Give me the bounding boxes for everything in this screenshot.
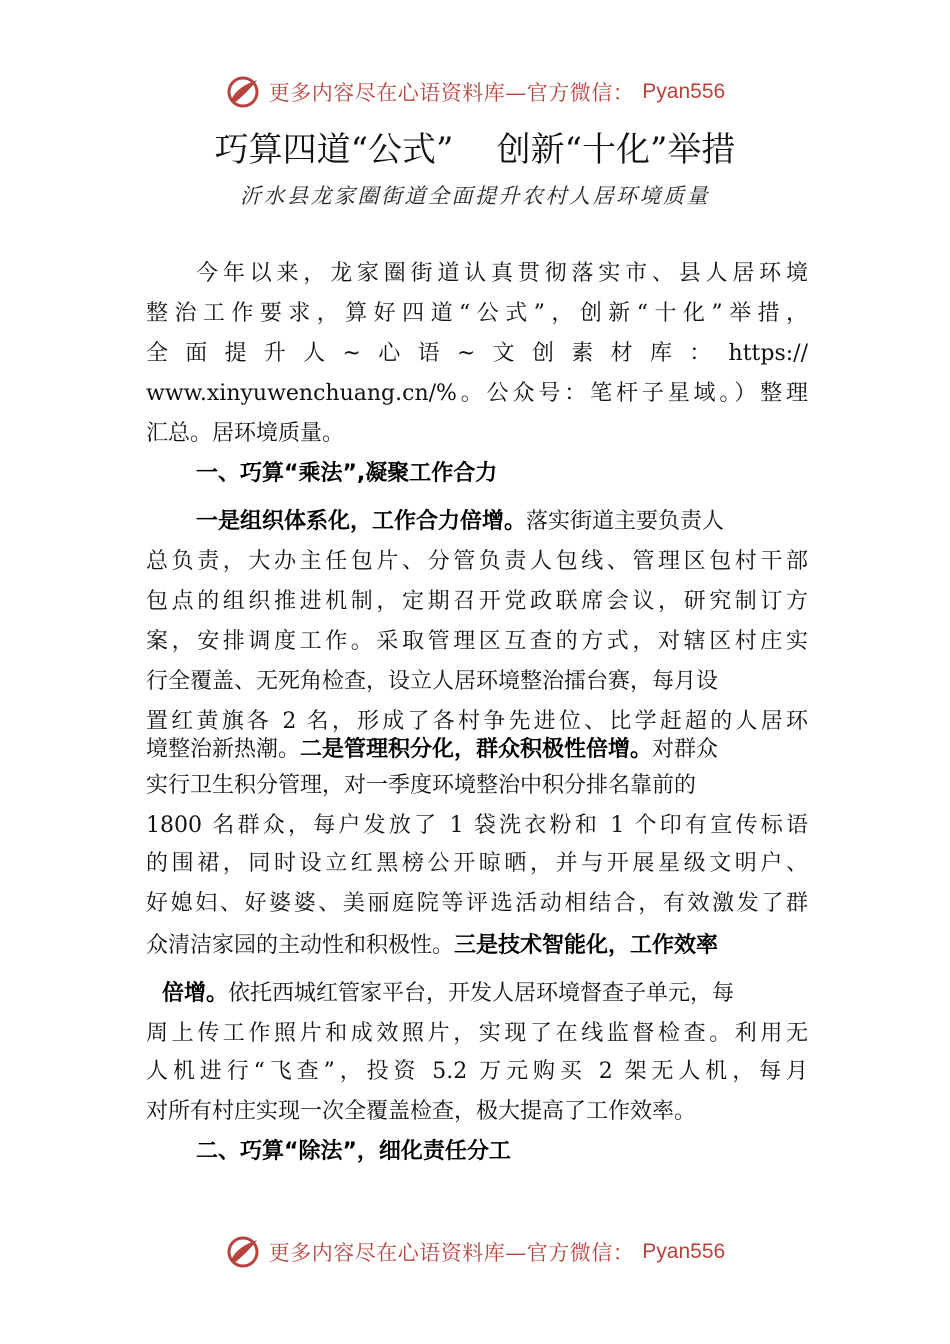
document-title: 巧算四道“公式” 创新“十化”举措 — [214, 130, 736, 170]
intro-line-5: 汇总。居环境质量。 — [146, 421, 345, 446]
s1-line-14: 周上传工作照片和成效照片，实现了在线监督检查。利用无 — [146, 1021, 808, 1046]
intro-line-4: www.xinyuwenchuang.cn/%。公众号：笔杆子星域。）整理 — [146, 381, 808, 406]
intro-line-3: 全面提升人~心语~文创素材库：https:// — [146, 341, 808, 366]
s1-line-4: 案，安排调度工作。采取管理区互查的方式，对辖区村庄实 — [146, 629, 808, 654]
intro-line-2: 整治工作要求，算好四道“公式”，创新“十化”举措， — [146, 301, 808, 326]
header-banner — [0, 72, 950, 112]
section-1-heading: 一、巧算“乘法”,凝聚工作合力 — [196, 461, 498, 486]
s1-line-9: 1800 名群众，每户发放了 1 袋洗衣粉和 1 个印有宣传标语 — [146, 813, 808, 838]
section-2-heading: 二、巧算“除法”，细化责任分工 — [196, 1139, 511, 1164]
s1-line-8: 实行卫生积分管理，对一季度环境整治中积分排名靠前的 — [146, 773, 697, 798]
s1-line-13: 倍增。依托西城红管家平台，开发人居环境督查子单元，每 — [162, 981, 735, 1006]
s1-line-16: 对所有村庄实现一次全覆盖检查，极大提高了工作效率。 — [146, 1099, 697, 1124]
banner-wechat-id: Pyan556 — [642, 1240, 726, 1263]
point-2-heading: 二是管理积分化，群众积极性倍增。 — [300, 737, 653, 762]
footer-banner — [0, 1232, 950, 1272]
banner-text: 更多内容尽在心语资料库—官方微信： — [268, 81, 635, 105]
s1-line-1: 一是组织体系化，工作合力倍增。落实街道主要负责人 — [196, 509, 725, 534]
brush-logo-icon — [225, 1234, 261, 1270]
s1-line-6: 置红黄旗各 2 名，形成了各村争先进位、比学赶超的人居环 — [146, 709, 808, 734]
s1-line-2: 总负责，大办主任包片、分管负责人包线、管理区包村干部 — [146, 549, 808, 574]
point-3-heading: 三是技术智能化，工作效率 — [454, 933, 719, 958]
s1-line-10: 的围裙，同时设立红黑榜公开晾晒，并与开展星级文明户、 — [146, 851, 808, 876]
intro-line-1: 今年以来，龙家圈街道认真贯彻落实市、县人居环境 — [196, 261, 808, 286]
s1-line-15: 人机进行“飞查”，投资 5.2 万元购买 2 架无人机，每月 — [146, 1059, 808, 1084]
brush-logo-icon — [225, 74, 261, 110]
document-subtitle: 沂水县龙家圈街道全面提升农村人居环境质量 — [240, 184, 710, 208]
s1-line-12: 众清洁家园的主动性和积极性。三是技术智能化，工作效率 — [146, 933, 719, 958]
point-1-heading: 一是组织体系化，工作合力倍增。 — [196, 509, 527, 534]
banner-text: 更多内容尽在心语资料库—官方微信： — [268, 1241, 635, 1265]
s1-line-3: 包点的组织推进机制，定期召开党政联席会议，研究制订方 — [146, 589, 808, 614]
banner-wechat-id: Pyan556 — [642, 80, 726, 103]
s1-line-5: 行全覆盖、无死角检查，设立人居环境整治擂台赛，每月设 — [146, 669, 719, 694]
s1-line-7: 境整治新热潮。二是管理积分化，群众积极性倍增。对群众 — [146, 737, 719, 762]
s1-line-11: 好媳妇、好婆婆、美丽庭院等评选活动相结合，有效激发了群 — [146, 891, 808, 916]
